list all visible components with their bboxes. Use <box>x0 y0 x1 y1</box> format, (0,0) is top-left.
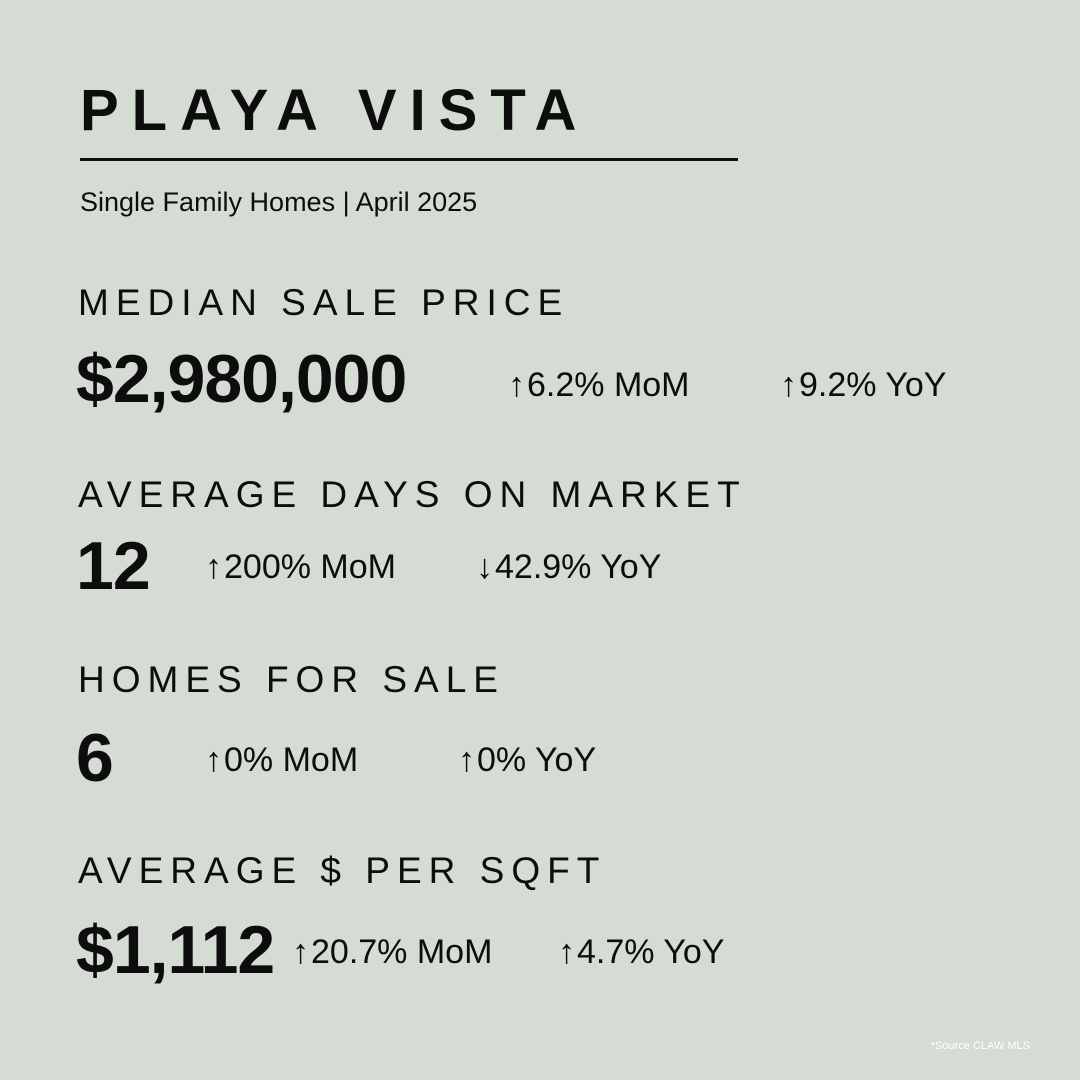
arrow-up-icon: ↑ <box>205 741 222 779</box>
yoy-change-text: 42.9% YoY <box>495 548 662 586</box>
arrow-up-icon: ↑ <box>458 741 475 779</box>
page-subtitle: Single Family Homes | April 2025 <box>80 187 478 217</box>
arrow-down-icon: ↓ <box>476 548 493 586</box>
mom-change-text: 20.7% MoM <box>311 933 493 971</box>
avg-price-per-sqft-mom <box>292 932 492 972</box>
avg-days-on-market-label: AVERAGE DAYS ON MARKET <box>78 474 747 515</box>
arrow-up-icon: ↑ <box>205 548 222 586</box>
mom-change-text: 200% MoM <box>224 548 396 586</box>
arrow-up-icon: ↑ <box>780 366 797 404</box>
median-sale-price-mom <box>508 365 690 405</box>
yoy-change-text: 9.2% YoY <box>799 366 947 404</box>
arrow-up-icon: ↑ <box>292 933 309 971</box>
avg-days-on-market-yoy <box>476 547 661 587</box>
yoy-change-text: 0% YoY <box>477 741 597 779</box>
yoy-change-text: 4.7% YoY <box>577 933 725 971</box>
homes-for-sale-label: HOMES FOR SALE <box>78 659 505 700</box>
homes-for-sale-mom <box>205 740 358 780</box>
mom-change-text: 0% MoM <box>224 741 359 779</box>
avg-days-on-market-value: 12 <box>76 528 150 604</box>
avg-price-per-sqft-yoy <box>558 932 724 972</box>
source-note: *Source CLAW MLS <box>930 1040 1030 1052</box>
mom-change-text: 6.2% MoM <box>527 366 690 404</box>
median-sale-price-value: $2,980,000 <box>76 341 407 417</box>
arrow-up-icon: ↑ <box>508 366 525 404</box>
page-title: PLAYA VISTA <box>80 78 590 143</box>
arrow-up-icon: ↑ <box>558 933 575 971</box>
median-sale-price-label: MEDIAN SALE PRICE <box>78 282 570 323</box>
title-divider <box>80 158 738 161</box>
avg-price-per-sqft-value: $1,112 <box>76 912 275 988</box>
avg-price-per-sqft-label: AVERAGE $ PER SQFT <box>78 850 607 891</box>
homes-for-sale-value: 6 <box>76 720 113 796</box>
homes-for-sale-yoy <box>458 740 596 780</box>
avg-days-on-market-mom <box>205 547 396 587</box>
median-sale-price-yoy <box>780 365 946 405</box>
